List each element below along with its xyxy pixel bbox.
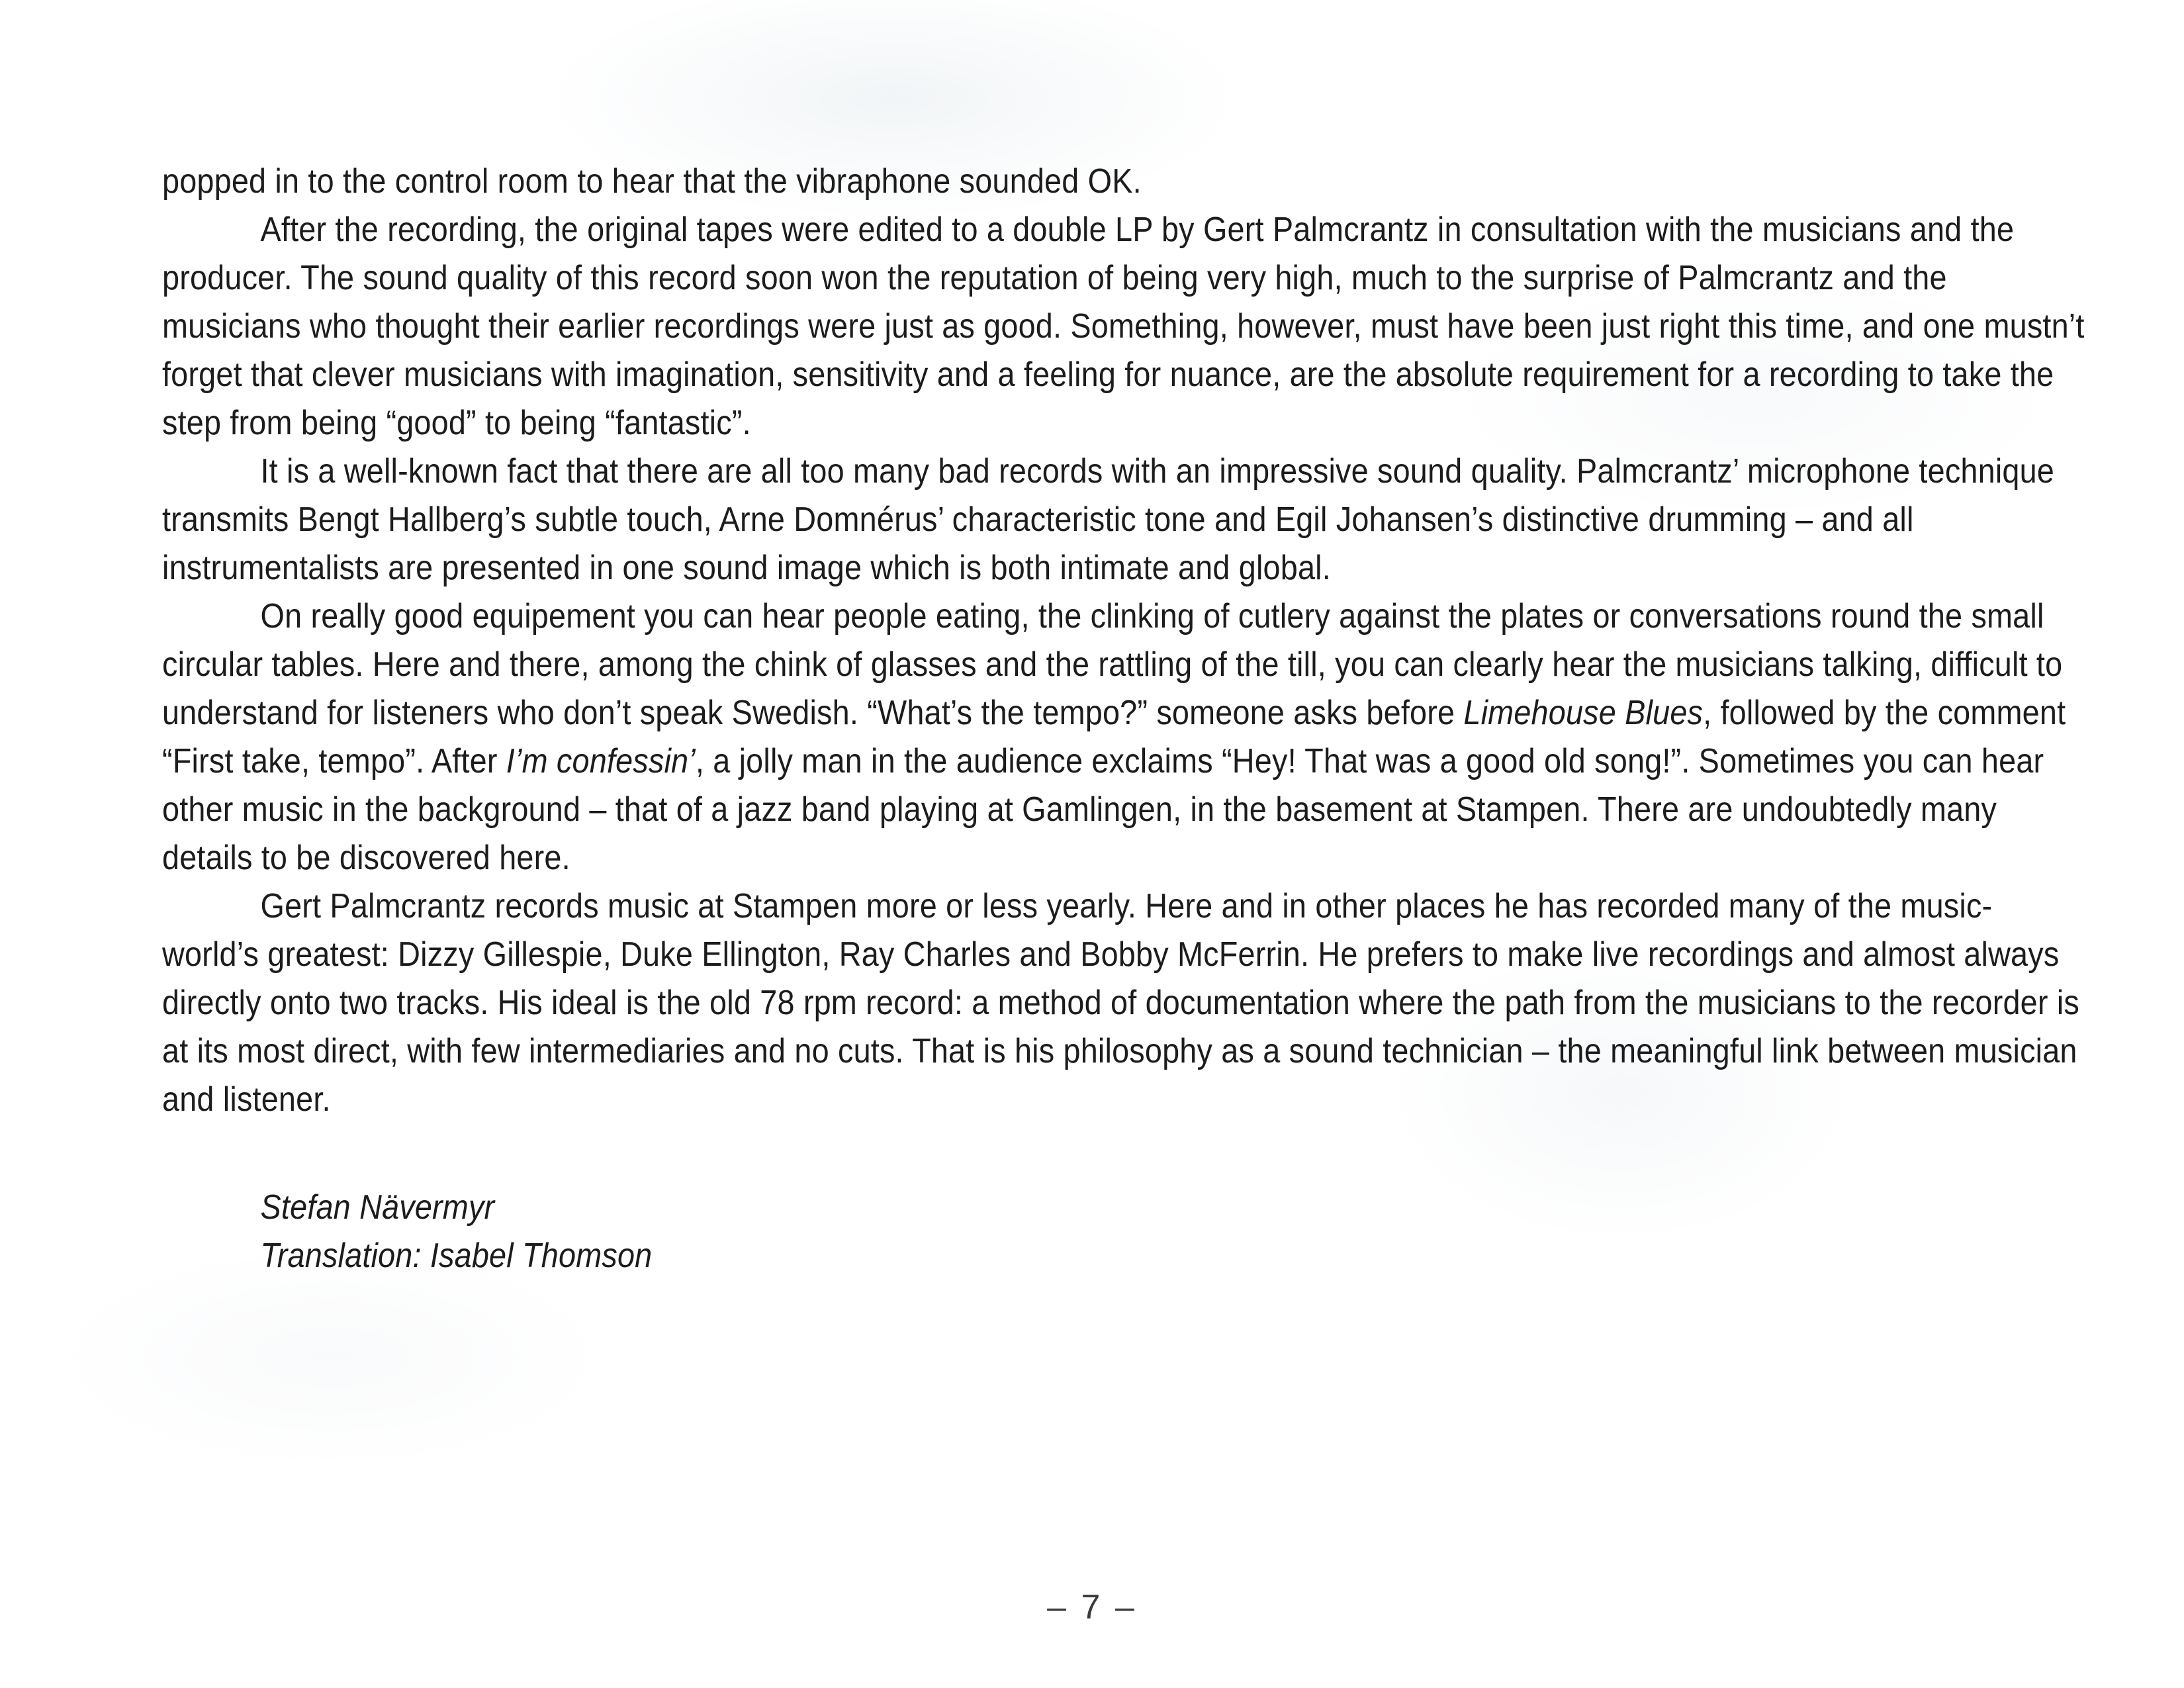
page-number: – 7 – bbox=[1047, 1588, 1137, 1626]
body-text bbox=[162, 158, 2086, 1280]
translation-credit: Translation: Isabel Thomson bbox=[260, 1237, 653, 1275]
paragraph bbox=[162, 206, 2086, 447]
text-segment: On really good equipement you can hear people eating, the clinking of cutlery against the plates or conversations round the small circular tables. Here and there, among the chink of glasses and the rattling of the till, you can clearly hear the musicians talking, difficult to understand for listeners who don’t speak Swedish. “What’s the tempo?” someone asks before bbox=[162, 597, 2063, 732]
paragraph bbox=[162, 447, 2086, 592]
text-segment: , a jolly man in the audience exclaims “Hey! That was a good old song!”. Sometimes you can hear other music in the background – that of a jazz band playing at Gamlingen, in the basement at Stampen. There are undoubtedly many details to be discovered here. bbox=[162, 742, 2044, 877]
italic-text-segment: Limehouse Blues bbox=[1463, 694, 1704, 732]
text-segment: After the recording, the original tapes were edited to a double LP by Gert Palmcrantz in consultation with the musicians and the producer. The sound quality of this record soon won the reputation of being very high, much to the surprise of Palmcrantz and the musicians who thought their earlier recordings were just as good. Something, however, must have been just right this time, and one mustn’t forget that clever musicians with imagination, sensitivity and a feeling for nuance, are the absolute requirement for a recording to take the step from being “good” to being “fantastic”. bbox=[162, 211, 2085, 442]
text-segment: Gert Palmcrantz records music at Stampen more or less yearly. Here and in other places he has recorded many of the music-world’s greatest: Dizzy Gillespie, Duke Ellington, Ray Charles and Bobby McFerrin. He prefers to make live recordings and almost always directly onto two tracks. His ideal is the old 78 rpm record: a method of documentation where the path from the musicians to the recorder is at its most direct, with few intermediaries and no cuts. That is his philosophy as a sound technician – the meaningful link between musician and listener. bbox=[162, 887, 2079, 1119]
paragraph bbox=[162, 882, 2086, 1124]
paragraph bbox=[162, 592, 2086, 882]
italic-text-segment: I’m confessin’ bbox=[506, 742, 696, 780]
paragraphs-container bbox=[162, 158, 2086, 1124]
author-name: Stefan Nävermyr bbox=[260, 1188, 495, 1227]
text-segment: popped in to the control room to hear that the vibraphone sounded OK. bbox=[162, 162, 1142, 201]
text-segment: It is a well-known fact that there are all too many bad records with an impressive sound quality. Palmcrantz’ microphone technique transmits Bengt Hallberg’s subtle touch, Arne Domnérus’ characteristic tone and Egil Johansen’s distinctive drumming – and all instrumentalists are presented in one sound image which is both intimate and global. bbox=[162, 452, 2055, 587]
signature-block bbox=[261, 1184, 2087, 1280]
text-segment: , followed by the comment “First take, tempo”. After bbox=[162, 694, 2066, 780]
paragraph bbox=[162, 158, 2086, 206]
